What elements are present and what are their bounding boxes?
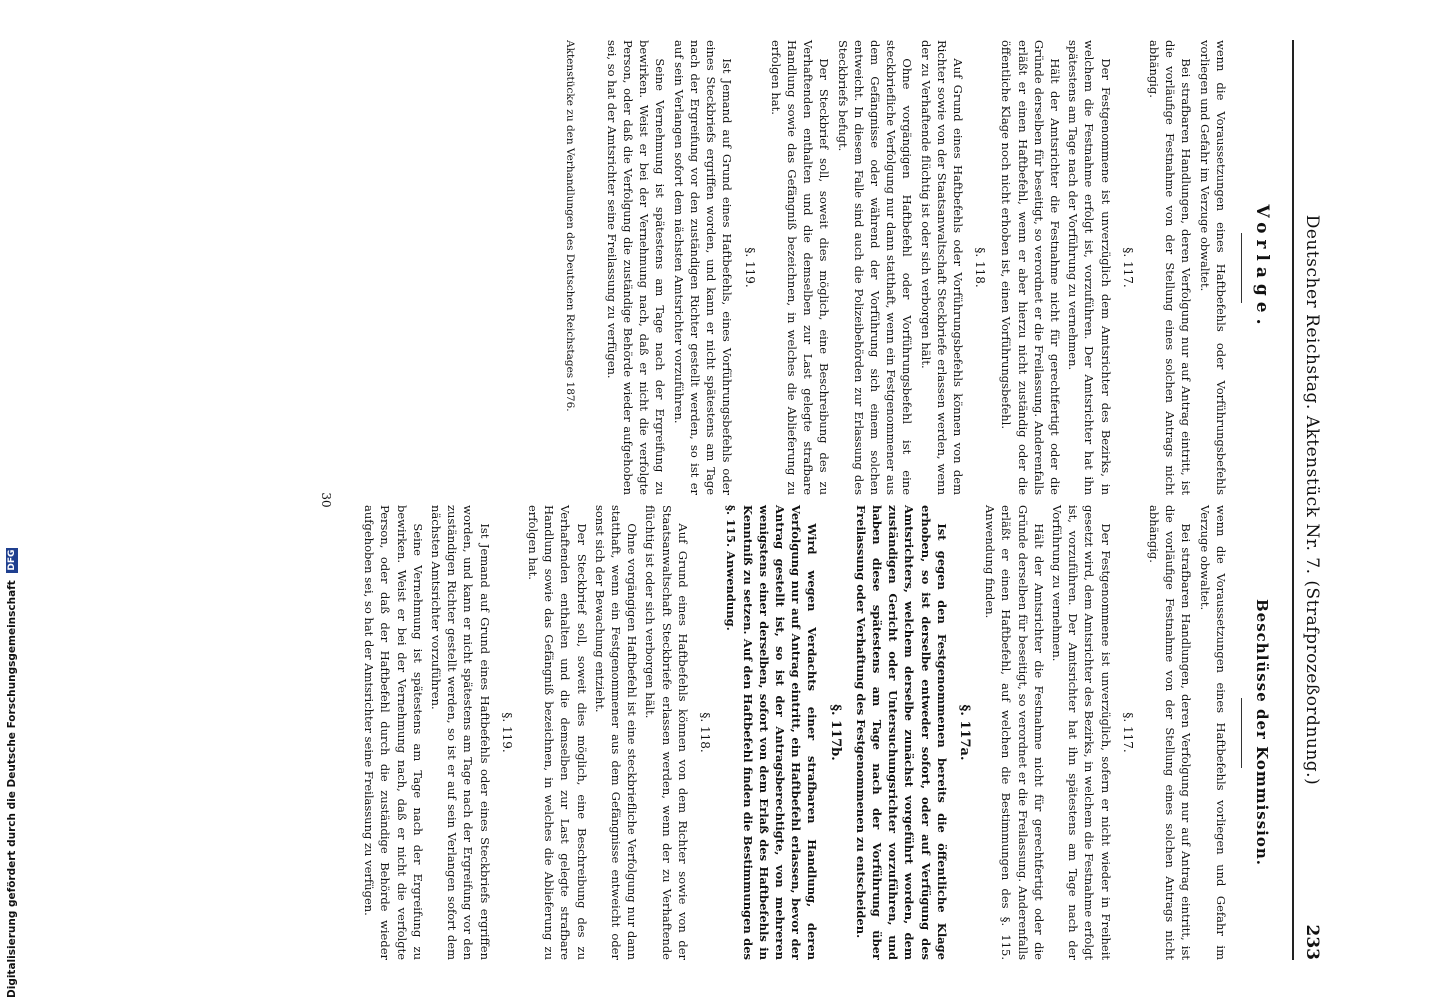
heading-rule [1241,233,1242,303]
digitization-stamp [2,549,22,998]
document-page [30,0,1340,1000]
paragraph: Bei strafbaren Handlungen, deren Verfolgung nur auf Antrag eintritt, ist die vorläufige Festnahme von der Stellung eines solchen Antrags nicht abhängig. [1146,40,1194,495]
paragraph: wenn die Voraussetzungen eines Haftbefehls vorliegen und Gefahr im Verzuge obwaltet. [1197,505,1228,960]
header-title: Deutscher Reichstag. Aktenstück Nr. 7. (Strafprozeßordnung.) [1302,214,1322,786]
paragraph: Hält der Amtsrichter die Festnahme nicht für gerechtfertigt oder die Gründe derselben für beseitigt, so verordnet er die Freilassung. Anderenfalls erläßt er einen Haftbefehl, wenn er aber hierzu nicht zuständig oder die öffentliche Klage noch nicht erhoben ist, einen Vorführungsbefehl. [999,40,1062,495]
column-heading-vorlage: Vorlage. [1252,204,1272,331]
footnote: Aktenstücke zu den Verhandlungen des Deutschen Reichstages 1876. [563,40,576,412]
two-column-body [359,40,1278,960]
paragraph: Ist gegen den Festgenommenen bereits die öffentliche Klage erhoben, so ist derselbe entweder sofort, oder auf Verfügung des Amtsrichters, welchem derselbe zunächst vorgeführt worden, dem zuständigen Gericht oder Untersuchungsrichter vorzuführen, und haben diese spätestens am Tage nach der Vorführung über Freilassung oder Verhaftung des Festgenommenen zu entscheiden. [853,505,949,960]
page-number: 233 [1302,924,1322,960]
paragraph: Ist Jemand auf Grund eines Haftbefehls, eines Vorführungsbefehls oder eines Steckbriefs ergriffen worden, und kann er nicht spätestens am Tage nach der Ergreifung vor den zuständigen Richter gestellt werden, so ist er auf sein Verlangen sofort dem nächsten Amtsrichter vorzuführen. [671,40,735,495]
heading-rule [1241,698,1242,768]
paragraph: Auf Grund eines Haftbefehls können von dem Richter sowie von der Staatsanwaltschaft Steckbriefe erlassen werden, wenn der zu Verhaftende flüchtig ist oder sich verborgen hält. [643,505,690,960]
paragraph: Seine Vernehmung ist spätestens am Tage nach der Ergreifung zu bewirken. Weist er bei der Vernehmung nach, daß er nicht die verfolgte Person, oder daß die Verfolgung die zuständige Behörde wieder aufgehoben sei, so hat der Amtsrichter seine Freilassung zu verfügen. [604,40,668,495]
paragraph: Der Steckbrief soll, soweit dies möglich, eine Beschreibung des zu Verhaftenden enthalten und die demselben zur Last gelegte strafbare Handlung sowie das Gefängniß bezeichnen, in welches die Ablieferung zu erfolgen hat. [768,40,832,495]
section-label-118: §. 118. [973,247,988,288]
paragraph: Seine Vernehmung ist spätestens am Tage nach der Ergreifung zu bewirken. Weist er bei der Vernehmung nach, daß er nicht die verfolgte Person, oder daß der Haftbefehl durch die zuständige Behörde wieder aufgehoben sei, so hat der Amtsrichter seine Freilassung zu verfügen. [362,505,425,960]
page-footer-number: 30 [319,492,334,508]
column-vorlage [359,40,1278,495]
paragraph: Ist Jemand auf Grund eines Haftbefehls oder eines Steckbriefs ergriffen worden, und kann er nicht spätestens am Tage nach der Ergreifung vor den zuständigen Richter gestellt werden, so ist er auf sein Verlangen sofort dem nächsten Amtsrichter vorzuführen. [429,505,492,960]
column-kommission [359,505,1278,960]
paragraph: Auf Grund eines Haftbefehls oder Vorführungsbefehls können von dem Richter sowie von der Staatsanwaltschaft Steckbriefe erlassen werden, wenn der zu Verhaftende flüchtig ist oder sich verborgen hält. [918,40,965,495]
dfg-logo-icon: DFG [7,549,17,571]
section-label-117a: §. 117a. [956,704,972,761]
paragraph: Der Festgenommene ist unverzüglich dem Amtsrichter des Bezirks, in welchem die Festnahme erfolgt ist, vorzuführen. Der Amtsrichter hat ihn spätestens am Tage nach der Vorführung zu vernehmen. [1066,40,1113,495]
paragraph: Ohne vorgängigen Haftbefehl oder Vorführungsbefehl ist eine steckbriefliche Verfolgung nur dann statthaft, wenn ein Festgenommener aus dem Gefängnisse oder während der Vorführung sich einem solchen entweicht. In diesem Falle sind auch die Polizeibehörden zur Erlassung des Steckbriefs befugt. [835,40,915,495]
page-header [1292,40,1328,960]
column-heading-kommission: Beschlüsse der Kommission. [1253,599,1271,866]
section-label-117b: §. 117b. [827,704,843,761]
stamp-text: Digitalisierung gefördert durch die Deutsche Forschungsgemeinschaft [6,580,18,998]
section-label-117: §. 117. [1120,712,1135,753]
paragraph: Ohne vorgängigen Haftbefehl ist eine steckbriefliche Verfolgung nur dann statthaft, wenn ein Festgenommener aus dem Gefängnisse entweicht oder sonst sich der Bewachung entzieht. [592,505,640,960]
paragraph: Wird wegen Verdachts einer strafbaren Handlung, deren Verfolgung nur auf Antrag eintritt, ein Haftbefehl erlassen, bevor der Antrag gestellt ist, so ist der Antragsberechtigte, von mehreren wenigstens einer derselben, sofort von dem Erlaß des Haftbefehls in Kenntniß zu setzen. Auf den Haftbefehl finden die Bestimmungen des §. 115. Anwendung. [724,505,820,960]
section-label-118: §. 118. [698,712,713,753]
paragraph: Bei strafbaren Handlungen, deren Verfolgung nur auf Antrag eintritt, ist die vorläufige Festnahme von der Stellung eines solchen Antrags nicht abhängig. [1146,505,1194,960]
section-label-119: §. 119. [742,247,757,288]
section-label-117: §. 117. [1120,247,1135,288]
paragraph: Der Festgenommene ist unverzüglich, sofern er nicht wieder in Freiheit gesetzt wird, dem Amtsrichter des Bezirks, in welchem die Festnahme erfolgt ist, vorzuführen. Der Amtsrichter hat ihn spätestens am Tage nach der Vorführung zu vernehmen. [1049,505,1113,960]
paragraph: wenn die Voraussetzungen eines Haftbefehls oder Vorführungsbefehls vorliegen und Gefahr im Verzuge obwaltet. [1197,40,1228,495]
paragraph: Hält der Amtsrichter die Festnahme nicht für gerechtfertigt oder die Gründe derselben für beseitigt, so verordnet er die Freilassung. Anderenfalls erläßt er einen Haftbefehl, auf welchen die Bestimmungen des §. 115. Anwendung finden. [983,505,1046,960]
section-label-119: §. 119. [499,712,514,753]
paragraph: Der Steckbrief soll, soweit dies möglich, eine Beschreibung des zu Verhaftenden enthalten und die demselben zur Last gelegte strafbare Handlung sowie das Gefängniß bezeichnen, in welches die Ablieferung zu erfolgen hat. [526,505,589,960]
